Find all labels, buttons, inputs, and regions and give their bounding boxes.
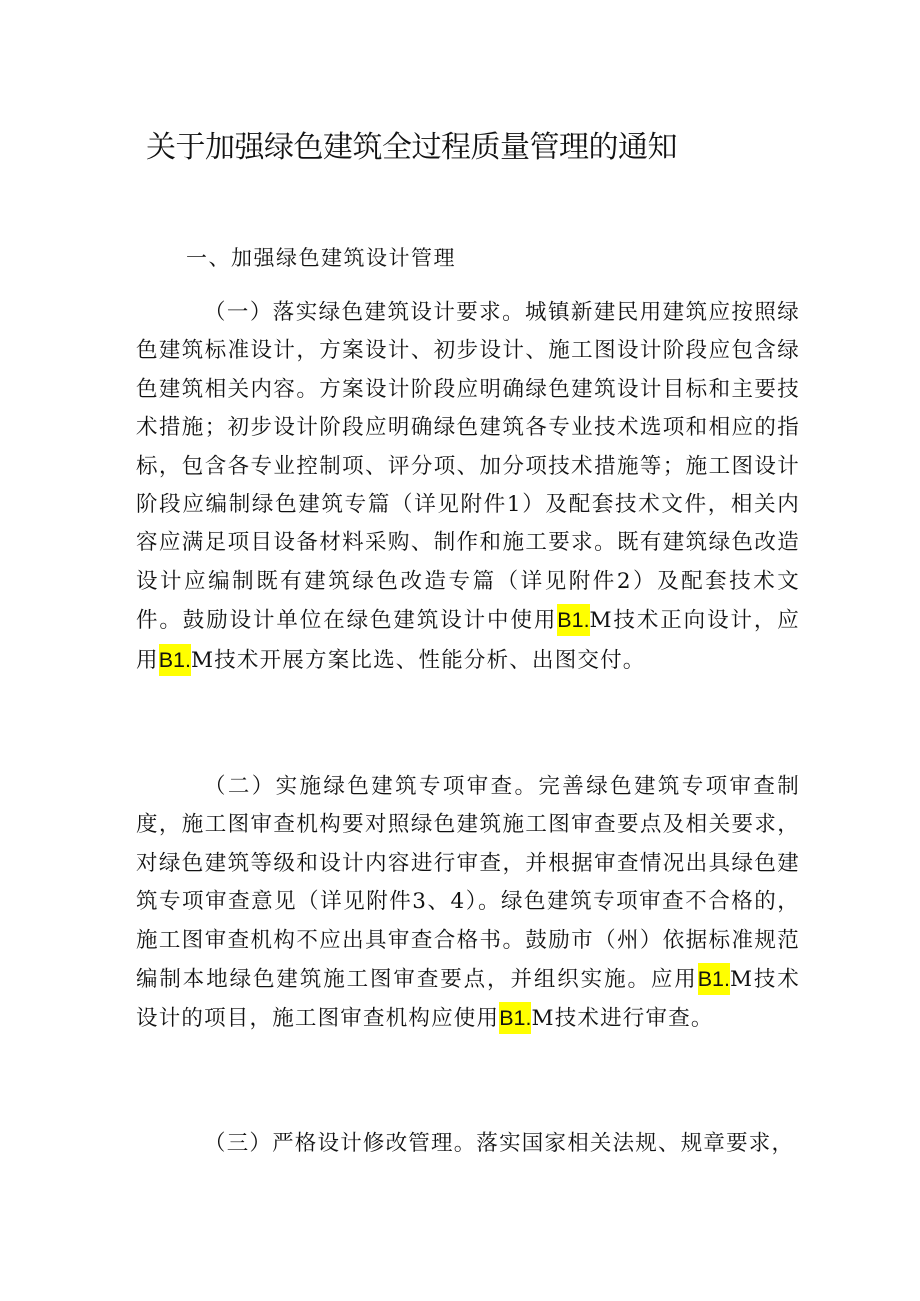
paragraph-text: （三）严格设计修改管理。落实国家相关法规、规章要求， bbox=[204, 1131, 795, 1156]
highlighted-text: B1. bbox=[499, 1002, 531, 1034]
paragraph-text: M技术设计的项目，施工图审查机构应使用 bbox=[136, 967, 800, 1032]
section-heading: 一、加强绿色建筑设计管理 bbox=[186, 246, 456, 270]
paragraph-design-requirements bbox=[136, 294, 800, 680]
paragraph-design-modification bbox=[136, 1125, 800, 1163]
highlighted-text: B1. bbox=[159, 644, 191, 676]
highlighted-text: B1. bbox=[698, 963, 730, 995]
paragraph-text: M技术正向设计，应用 bbox=[136, 608, 800, 673]
paragraph-special-review bbox=[136, 768, 800, 1039]
highlighted-text: B1. bbox=[557, 604, 589, 636]
document-title: 关于加强绿色建筑全过程质量管理的通知 bbox=[146, 130, 677, 165]
paragraph-text: M技术进行审查。 bbox=[531, 1006, 714, 1032]
paragraph-text: M技术开展方案比选、性能分析、出图交付。 bbox=[190, 647, 646, 673]
paragraph-text: （一）落实绿色建筑设计要求。城镇新建民用建筑应按照绿色建筑标准设计，方案设计、初步设计、施工图设计阶段应包含绿色建筑相关内容。方案设计阶段应明确绿色建筑设计目标和主要技术措施；初步设计阶段应明确绿色建筑各专业技术选项和相应的指标，包含各专业控制项、评分项、加分项技术措施等；施工图设计阶段应编制绿色建筑专篇（详见附件1）及配套技术文件，相关内容应满足项目设备材料采购、制作和施工要求。既有建筑绿色改造设计应编制既有建筑绿色改造专篇（详见附件2）及配套技术文件。鼓励设计单位在绿色建筑设计中使用 bbox=[136, 300, 800, 634]
paragraph-text: （二）实施绿色建筑专项审查。完善绿色建筑专项审查制度，施工图审查机构要对照绿色建筑施工图审查要点及相关要求，对绿色建筑等级和设计内容进行审查，并根据审查情况出具绿色建筑专项审查意见（详见附件3、4）。绿色建筑专项审查不合格的，施工图审查机构不应出具审查合格书。鼓励市（州）依据标准规范编制本地绿色建筑施工图审查要点，并组织实施。应用 bbox=[136, 774, 800, 993]
